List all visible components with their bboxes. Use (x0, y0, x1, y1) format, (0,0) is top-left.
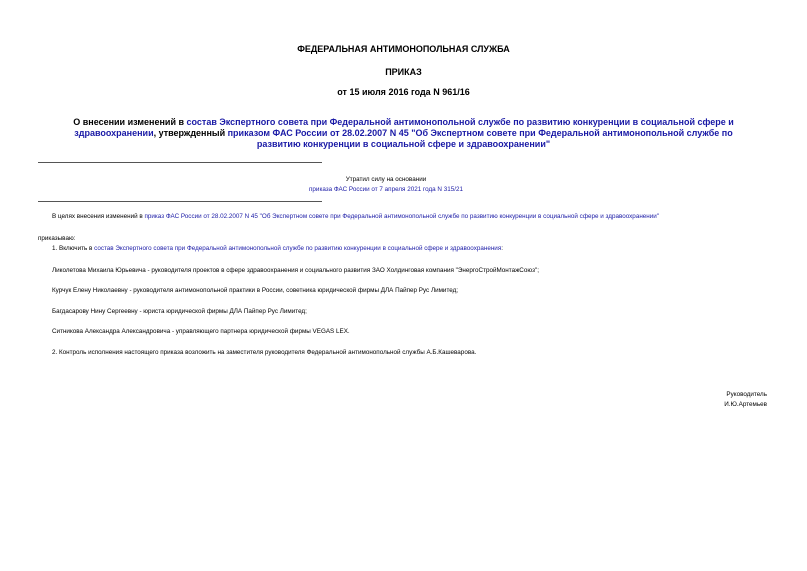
member-3: Багдасарову Нину Сергеевну - юриста юридической фирмы ДЛА Пайпер Рус Лимитед; (52, 308, 307, 315)
repeal-note: Утратил силу на основании (345, 176, 427, 183)
intro-paragraph (52, 213, 659, 220)
intro-link-fas-order-45[interactable]: приказ ФАС России от 28.02.2007 N 45 "Об Экспертном совете при Федеральной антимонопольной службе по развитию конкуренции в социальной сфере и здравоохранении" (144, 213, 660, 220)
document-type: ПРИКАЗ (385, 67, 422, 77)
item-1-text: 1. Включить в (52, 245, 95, 252)
item-2: 2. Контроль исполнения настоящего приказа возложить на заместителя руководителя Федеральной антимонопольной службы А.Б.Кашеварова. (52, 349, 477, 356)
title-link-council-composition[interactable]: состав Экспертного совета при Федеральной антимонопольной службе по развитию конкуренции в социальной сфере и здравоохранении (74, 117, 734, 138)
title-text-part2: , утвержденный (153, 128, 228, 138)
signature-name: И.Ю.Артемьев (724, 401, 767, 408)
document-title (52, 117, 755, 150)
title-link-fas-order-45[interactable]: приказом ФАС России от 28.02.2007 N 45 "Об Экспертном совете при Федеральной антимонопольной службе по развитию конкуренции в социальной сфере и здравоохранении" (227, 128, 733, 149)
item-1-link-council-composition[interactable]: состав Экспертного совета при Федеральной антимонопольной службе по развитию конкуренции в социальной сфере и здравоохранения (94, 245, 502, 252)
member-1: Ликолетова Михаила Юрьевича - руководителя проектов в сфере здравоохранения и социального развития ЗАО Холдинговая компания "ЭнергоСтройМонтажСоюз"; (52, 267, 539, 274)
divider-top (38, 162, 322, 163)
document-date-number: от 15 июля 2016 года N 961/16 (337, 87, 470, 97)
item-1 (52, 245, 503, 252)
signature-role: Руководитель (726, 391, 767, 398)
title-text-part1: О внесении изменений в (73, 117, 187, 127)
agency-name: ФЕДЕРАЛЬНАЯ АНТИМОНОПОЛЬНАЯ СЛУЖБА (297, 44, 510, 54)
member-2: Курчук Елену Николаевну - руководителя антимонопольной практики в России, советника юридической фирмы ДЛА Пайпер Рус Лимитед; (52, 287, 459, 294)
intro-text: В целях внесения изменений в (52, 213, 145, 220)
repeal-order-link[interactable]: приказа ФАС России от 7 апреля 2021 года N 315/21 (309, 186, 463, 193)
item-1-suffix: : (501, 245, 503, 252)
divider-bottom (38, 201, 322, 202)
member-4: Ситникова Александра Александровича - управляющего партнера юридической фирмы VEGAS LEX. (52, 328, 350, 335)
order-word: приказываю: (38, 235, 76, 242)
